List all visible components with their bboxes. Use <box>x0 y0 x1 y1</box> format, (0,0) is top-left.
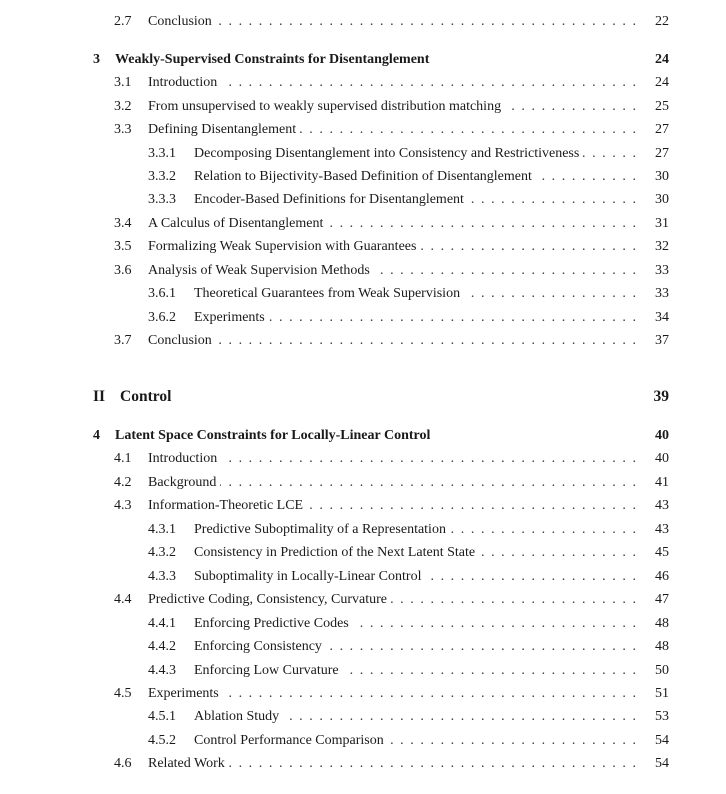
entry-title: Experiments <box>194 307 269 329</box>
toc-entry[interactable] <box>0 589 726 611</box>
entry-page: 48 <box>655 616 669 631</box>
part-title: Control <box>120 386 175 408</box>
entry-page: 30 <box>655 192 669 207</box>
toc-entry[interactable] <box>0 72 726 94</box>
toc-chapter-entry[interactable] <box>0 425 726 447</box>
entry-page: 27 <box>655 122 669 137</box>
entry-title: Introduction <box>148 72 221 94</box>
entry-title: Related Work <box>148 753 229 775</box>
entry-title: Theoretical Guarantees from Weak Supervision <box>194 283 464 305</box>
toc-subentry[interactable] <box>0 307 726 329</box>
entry-page: 43 <box>655 498 669 513</box>
toc-subentry[interactable] <box>0 566 726 588</box>
chapter-title: Weakly-Supervised Constraints for Disentanglement <box>115 49 433 71</box>
entry-number: 4.3.3 <box>148 569 176 584</box>
entry-number: 3.3.2 <box>148 169 176 184</box>
dot-leader <box>148 11 636 33</box>
entry-title: Information-Theoretic LCE <box>148 495 307 517</box>
entry-title: Conclusion <box>148 330 216 352</box>
toc-part-entry[interactable] <box>0 386 726 408</box>
chapter-title: Latent Space Constraints for Locally-Linear Control <box>115 425 434 447</box>
entry-title: Decomposing Disentanglement into Consistency and Restrictiveness <box>194 143 583 165</box>
toc-subentry[interactable] <box>0 189 726 211</box>
entry-title: Analysis of Weak Supervision Methods <box>148 260 374 282</box>
entry-title: A Calculus of Disentanglement <box>148 213 327 235</box>
entry-title: Relation to Bijectivity-Based Definition of Disentanglement <box>194 166 536 188</box>
entry-number: 4.5 <box>114 686 132 701</box>
entry-title: Defining Disentanglement <box>148 119 300 141</box>
entry-title: From unsupervised to weakly supervised distribution matching <box>148 96 505 118</box>
entry-page: 22 <box>655 14 669 29</box>
entry-title: Conclusion <box>148 11 216 33</box>
entry-number: 3.6.2 <box>148 310 176 325</box>
entry-page: 53 <box>655 709 669 724</box>
toc-entry[interactable] <box>0 495 726 517</box>
entry-title: Suboptimality in Locally-Linear Control <box>194 566 425 588</box>
entry-page: 32 <box>655 239 669 254</box>
entry-title: Enforcing Predictive Codes <box>194 613 353 635</box>
entry-number: 3.7 <box>114 333 132 348</box>
entry-number: 3.5 <box>114 239 132 254</box>
toc-entry[interactable] <box>0 119 726 141</box>
chapter-number: 3 <box>93 52 100 67</box>
entry-page: 40 <box>655 451 669 466</box>
entry-page: 45 <box>655 545 669 560</box>
toc-subentry[interactable] <box>0 706 726 728</box>
entry-number: 4.3.2 <box>148 545 176 560</box>
entry-title: Introduction <box>148 448 221 470</box>
dot-leader <box>148 472 636 494</box>
entry-number: 4.4.3 <box>148 663 176 678</box>
entry-title: Control Performance Comparison <box>194 730 388 752</box>
toc-entry[interactable] <box>0 96 726 118</box>
toc-entry[interactable] <box>0 330 726 352</box>
toc-subentry[interactable] <box>0 730 726 752</box>
entry-page: 46 <box>655 569 669 584</box>
entry-title: Experiments <box>148 683 223 705</box>
entry-number: 4.4 <box>114 592 132 607</box>
entry-page: 54 <box>655 756 669 771</box>
toc-subentry[interactable] <box>0 283 726 305</box>
entry-number: 3.4 <box>114 216 132 231</box>
chapter-page: 24 <box>655 52 669 67</box>
part-number: II <box>93 388 106 405</box>
entry-number: 4.5.1 <box>148 709 176 724</box>
entry-page: 34 <box>655 310 669 325</box>
entry-number: 3.3.1 <box>148 146 176 161</box>
entry-title: Enforcing Low Curvature <box>194 660 343 682</box>
toc-entry[interactable] <box>0 260 726 282</box>
entry-number: 3.2 <box>114 99 132 114</box>
toc-entry[interactable] <box>0 753 726 775</box>
entry-number: 3.3 <box>114 122 132 137</box>
entry-number: 4.1 <box>114 451 132 466</box>
entry-number: 3.6.1 <box>148 286 176 301</box>
entry-number: 2.7 <box>114 14 132 29</box>
entry-title: Consistency in Prediction of the Next Latent State <box>194 542 479 564</box>
entry-title: Enforcing Consistency <box>194 636 326 658</box>
entry-number: 4.6 <box>114 756 132 771</box>
toc-entry[interactable] <box>0 213 726 235</box>
entry-page: 24 <box>655 75 669 90</box>
toc-subentry[interactable] <box>0 636 726 658</box>
entry-number: 4.4.1 <box>148 616 176 631</box>
toc-subentry[interactable] <box>0 143 726 165</box>
toc-entry[interactable] <box>0 683 726 705</box>
entry-number: 4.4.2 <box>148 639 176 654</box>
toc-entry[interactable] <box>0 11 726 33</box>
entry-page: 25 <box>655 99 669 114</box>
toc-entry[interactable] <box>0 472 726 494</box>
entry-page: 54 <box>655 733 669 748</box>
entry-number: 3.6 <box>114 263 132 278</box>
entry-title: Formalizing Weak Supervision with Guarantees <box>148 236 420 258</box>
entry-title: Encoder-Based Definitions for Disentanglement <box>194 189 468 211</box>
toc-subentry[interactable] <box>0 519 726 541</box>
entry-page: 48 <box>655 639 669 654</box>
entry-number: 3.1 <box>114 75 132 90</box>
entry-page: 33 <box>655 263 669 278</box>
toc-subentry[interactable] <box>0 613 726 635</box>
toc-entry[interactable] <box>0 448 726 470</box>
entry-number: 4.3.1 <box>148 522 176 537</box>
chapter-number: 4 <box>93 428 100 443</box>
entry-title: Predictive Suboptimality of a Representation <box>194 519 450 541</box>
entry-page: 31 <box>655 216 669 231</box>
entry-title: Predictive Coding, Consistency, Curvature <box>148 589 391 611</box>
entry-page: 27 <box>655 146 669 161</box>
entry-page: 33 <box>655 286 669 301</box>
entry-page: 30 <box>655 169 669 184</box>
toc-subentry[interactable] <box>0 660 726 682</box>
entry-page: 41 <box>655 475 669 490</box>
entry-number: 4.3 <box>114 498 132 513</box>
dot-leader <box>148 330 636 352</box>
entry-page: 43 <box>655 522 669 537</box>
entry-page: 51 <box>655 686 669 701</box>
part-page: 39 <box>653 388 669 405</box>
entry-number: 4.2 <box>114 475 132 490</box>
entry-title: Background <box>148 472 220 494</box>
entry-title: Ablation Study <box>194 706 283 728</box>
toc-subentry[interactable] <box>0 166 726 188</box>
entry-page: 47 <box>655 592 669 607</box>
toc-subentry[interactable] <box>0 542 726 564</box>
entry-page: 37 <box>655 333 669 348</box>
chapter-page: 40 <box>655 428 669 443</box>
toc-chapter-entry[interactable] <box>0 49 726 71</box>
toc-entry[interactable] <box>0 236 726 258</box>
entry-number: 3.3.3 <box>148 192 176 207</box>
entry-page: 50 <box>655 663 669 678</box>
entry-number: 4.5.2 <box>148 733 176 748</box>
